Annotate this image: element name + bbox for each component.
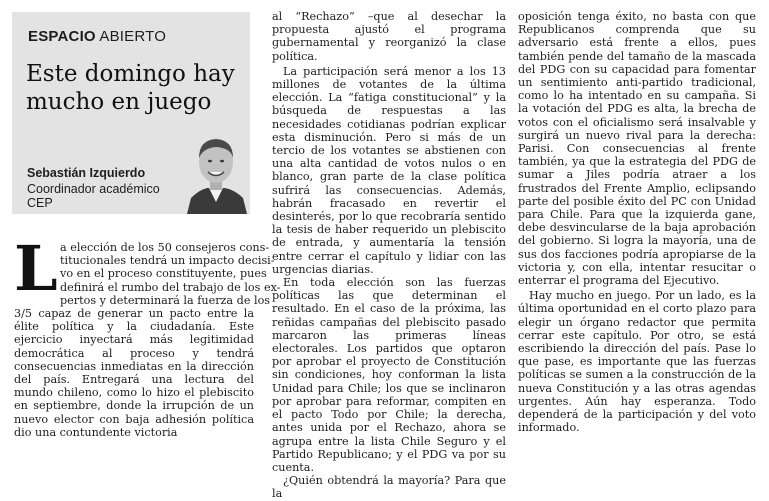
body-paragraph: Hay mucho en juego. Por un lado, es la última oportunidad en el corto plazo para elegir un órgano redactor que permita cerrar este capítulo. Por otro, se está escribiendo la dirección del país. Pase lo que pase, es importante que las fuerzas políticas se sumen a la construcción de la nueva Constitución y a las otras agendas urgentes. Aún hay esperanza. Todo dependerá de la participación y del voto informado.: [518, 289, 756, 435]
author-photo: [185, 128, 247, 214]
author-role: [27, 182, 177, 210]
section-label-normal: ABIERTO: [99, 28, 167, 45]
body-line: a elección de los 50 consejeros cons-: [60, 241, 270, 254]
section-label: [28, 28, 166, 45]
body-line: vo en el proceso constituyente, pues: [60, 267, 267, 281]
article-column-1: [14, 232, 281, 439]
body-paragraph: oposición tenga éxito, no basta con que Republicanos comprenda que su adversario está frente a ellos, pues también pende del tamaño de la mascada del PDG con su capacidad para fomentar un sentimiento anti-partido tradicional, como lo ha intentado en su campaña. Si la votación del PDG es alta, la brecha de votos con el oficialismo será insalvable y surgirá un nuevo rival para la derecha: Parisi. Con consecuencias al frente también, ya que la estrategia del PDG de sumar a Jiles podría atraer a los frustrados del Frente Amplio, eclipsando parte del posible éxito del PC con Unidad para Chile. Para que la izquierda gane, debe desvincularse de la baja aprobación del gobierno. Si logra la mayoría, una de sus dos facciones podría apropiarse de la victoria y, con ella, intentar resucitar o enterrar el programa del Ejecutivo.: [518, 10, 756, 288]
body-line: titucionales tendrá un impacto decisi-: [60, 254, 275, 268]
body-paragraph: En toda elección son las fuerzas políticas las que determinan el resultado. En el caso de la próxima, las reñidas campañas del plebiscito pasado marcaron las primeras líneas electorales. Los partidos que optaron por aprobar el proyecto de Constitución sin condiciones, hoy conforman la lista Unidad para Chile; los que se inclinaron por aprobar para reformar, compiten en el pacto Todo por Chile; la derecha, antes unida por el Rechazo, ahora se agrupa entre la lista Chile Seguro y el Partido Republicano; y el PDG va por su cuenta.: [272, 276, 506, 474]
body-paragraph: ¿Quién obtendrá la mayoría? Para que la: [272, 474, 506, 501]
article-headline: Este domingo hay mucho en juego: [26, 61, 235, 115]
body-line: pertos y determinará la fuerza de los: [60, 293, 271, 307]
author-affiliation: CEP: [27, 196, 53, 210]
body-paragraph: 3/5 capaz de generar un pacto entre la élite política y la ciudadanía. Este ejercicio inyectará más legitimidad democrática al proceso y tendrá consecuencias inmediatas en la dirección del país. Entregará una lectura del mundo chileno, como lo hizo el plebiscito en septiembre, donde la irrupción de un nuevo elector con baja adhesión política dio una contundente victoria: [14, 307, 254, 439]
body-paragraph: La participación será menor a los 13 millones de votantes de la última elección. La “fatiga constitucional” y la búsqueda de respuestas a las necesidades cotidianas podrían explicar esta disminución. Pero si más de un tercio de los votantes se abstienen con una alta cantidad de votos nulos o en blanco, gran parte de la clase política sufrirá las consecuencias. Además, habrán fracasado en revertir el desinterés, por lo que recobraría sentido la tesis de haber requerido un plebiscito de entrada, y aumentaría la tensión entre cerrar el capítulo y lidiar con las urgencias diarias.: [272, 64, 506, 276]
section-label-bold: ESPACIO: [28, 28, 96, 45]
author-name: Sebastián Izquierdo: [27, 166, 146, 180]
body-line: definirá el rumbo del trabajo de los ex-: [60, 280, 281, 294]
body-paragraph: al “Rechazo” –que al desechar la propuesta ajustó el programa gubernamental y reorganizó la clase política.: [272, 10, 506, 63]
article-column-3: [518, 10, 756, 435]
author-role-title: Coordinador académico: [27, 182, 160, 196]
article-column-2: [272, 10, 506, 501]
dropcap-wrapped-lines: [60, 241, 281, 307]
drop-cap: L: [14, 232, 58, 305]
